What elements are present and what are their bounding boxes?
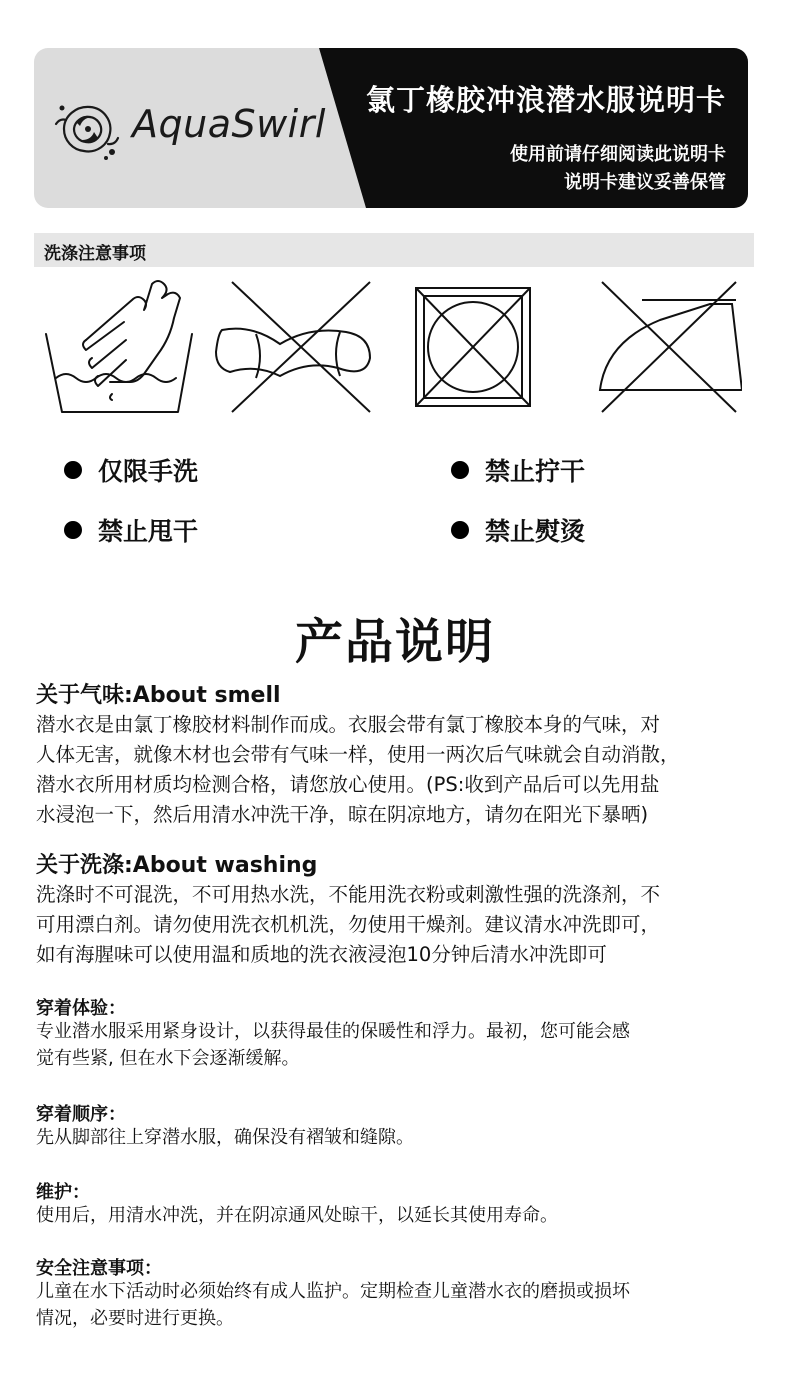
safety-paragraph — [36, 1278, 630, 1332]
text-line: 专业潜水服采用紧身设计，以获得最佳的保暖性和浮力。最初，您可能会感 — [36, 1021, 630, 1042]
smell-paragraph — [36, 710, 680, 830]
text-line: 可用漂白剂。请勿使用洗衣机机洗，勿使用干燥剂。建议清水冲洗即可， — [36, 913, 661, 936]
order-paragraph — [36, 1124, 414, 1151]
experience-heading: 穿着体验： — [36, 998, 126, 1019]
smell-heading: 关于气味:About smell — [36, 683, 281, 708]
no-wring-icon — [210, 278, 388, 416]
text-line: 潜水衣是由氯丁橡胶材料制作而成。衣服会带有氯丁橡胶本身的气味，对 — [36, 713, 661, 736]
brand-name: AquaSwirl — [132, 102, 326, 146]
brand-logo — [48, 94, 338, 164]
text-line: 人体无害，就像木材也会带有气味一样，使用一两次后气味就会自动消散， — [36, 743, 680, 766]
bullet-dot-icon — [64, 461, 82, 479]
hand-wash-icon — [40, 278, 196, 416]
care-label: 禁止甩干 — [98, 517, 199, 546]
header-card — [34, 48, 748, 208]
washing-heading: 关于洗涤:About washing — [36, 853, 318, 878]
text-line: 使用后，用清水冲洗，并在阴凉通风处晾干，以延长其使用寿命。 — [36, 1205, 558, 1226]
maintenance-paragraph — [36, 1202, 558, 1229]
care-item-no-wring — [451, 452, 585, 488]
safety-heading: 安全注意事项： — [36, 1258, 162, 1279]
text-line: 水浸泡一下，然后用清水冲洗干净，晾在阴凉地方，请勿在阳光下暴晒) — [36, 803, 649, 826]
order-heading: 穿着顺序： — [36, 1104, 126, 1125]
card-title: 氯丁橡胶冲浪潜水服说明卡 — [365, 83, 726, 117]
swirl-logo-icon — [48, 94, 128, 164]
bullet-dot-icon — [64, 521, 82, 539]
text-line: 如有海腥味可以使用温和质地的洗衣液浸泡10分钟后清水冲洗即可 — [36, 943, 607, 966]
text-line: 情况，必要时进行更换。 — [36, 1308, 234, 1329]
card-subtitle-1: 使用前请仔细阅读此说明卡 — [510, 144, 726, 165]
text-line: 觉有些紧, 但在水下会逐渐缓解。 — [36, 1048, 300, 1069]
text-line: 儿童在水下活动时必须始终有成人监护。定期检查儿童潜水衣的磨损或损坏 — [36, 1281, 630, 1302]
no-tumble-dry-icon — [410, 278, 538, 416]
care-label: 仅限手洗 — [98, 457, 199, 486]
product-title: 产品说明 — [294, 614, 495, 670]
no-iron-icon — [596, 278, 742, 416]
care-section-bar — [34, 233, 754, 267]
experience-paragraph — [36, 1018, 630, 1072]
washing-paragraph — [36, 880, 660, 970]
care-item-hand-wash — [64, 452, 198, 488]
care-section-title: 洗涤注意事项 — [44, 244, 146, 264]
care-label: 禁止熨烫 — [485, 517, 586, 546]
bullet-dot-icon — [451, 521, 469, 539]
text-line: 洗涤时不可混洗，不可用热水洗，不能用洗衣粉或刺激性强的洗涤剂，不 — [36, 883, 661, 906]
care-label: 禁止拧干 — [485, 457, 586, 486]
maintenance-heading: 维护： — [36, 1182, 90, 1203]
text-line: 先从脚部往上穿潜水服，确保没有褶皱和缝隙。 — [36, 1127, 414, 1148]
bullet-dot-icon — [451, 461, 469, 479]
care-item-no-tumble-dry — [64, 512, 198, 548]
text-line: 潜水衣所用材质均检测合格，请您放心使用。(PS:收到产品后可以先用盐 — [36, 773, 660, 796]
care-item-no-iron — [451, 512, 585, 548]
card-subtitle-2: 说明卡建议妥善保管 — [564, 172, 726, 193]
